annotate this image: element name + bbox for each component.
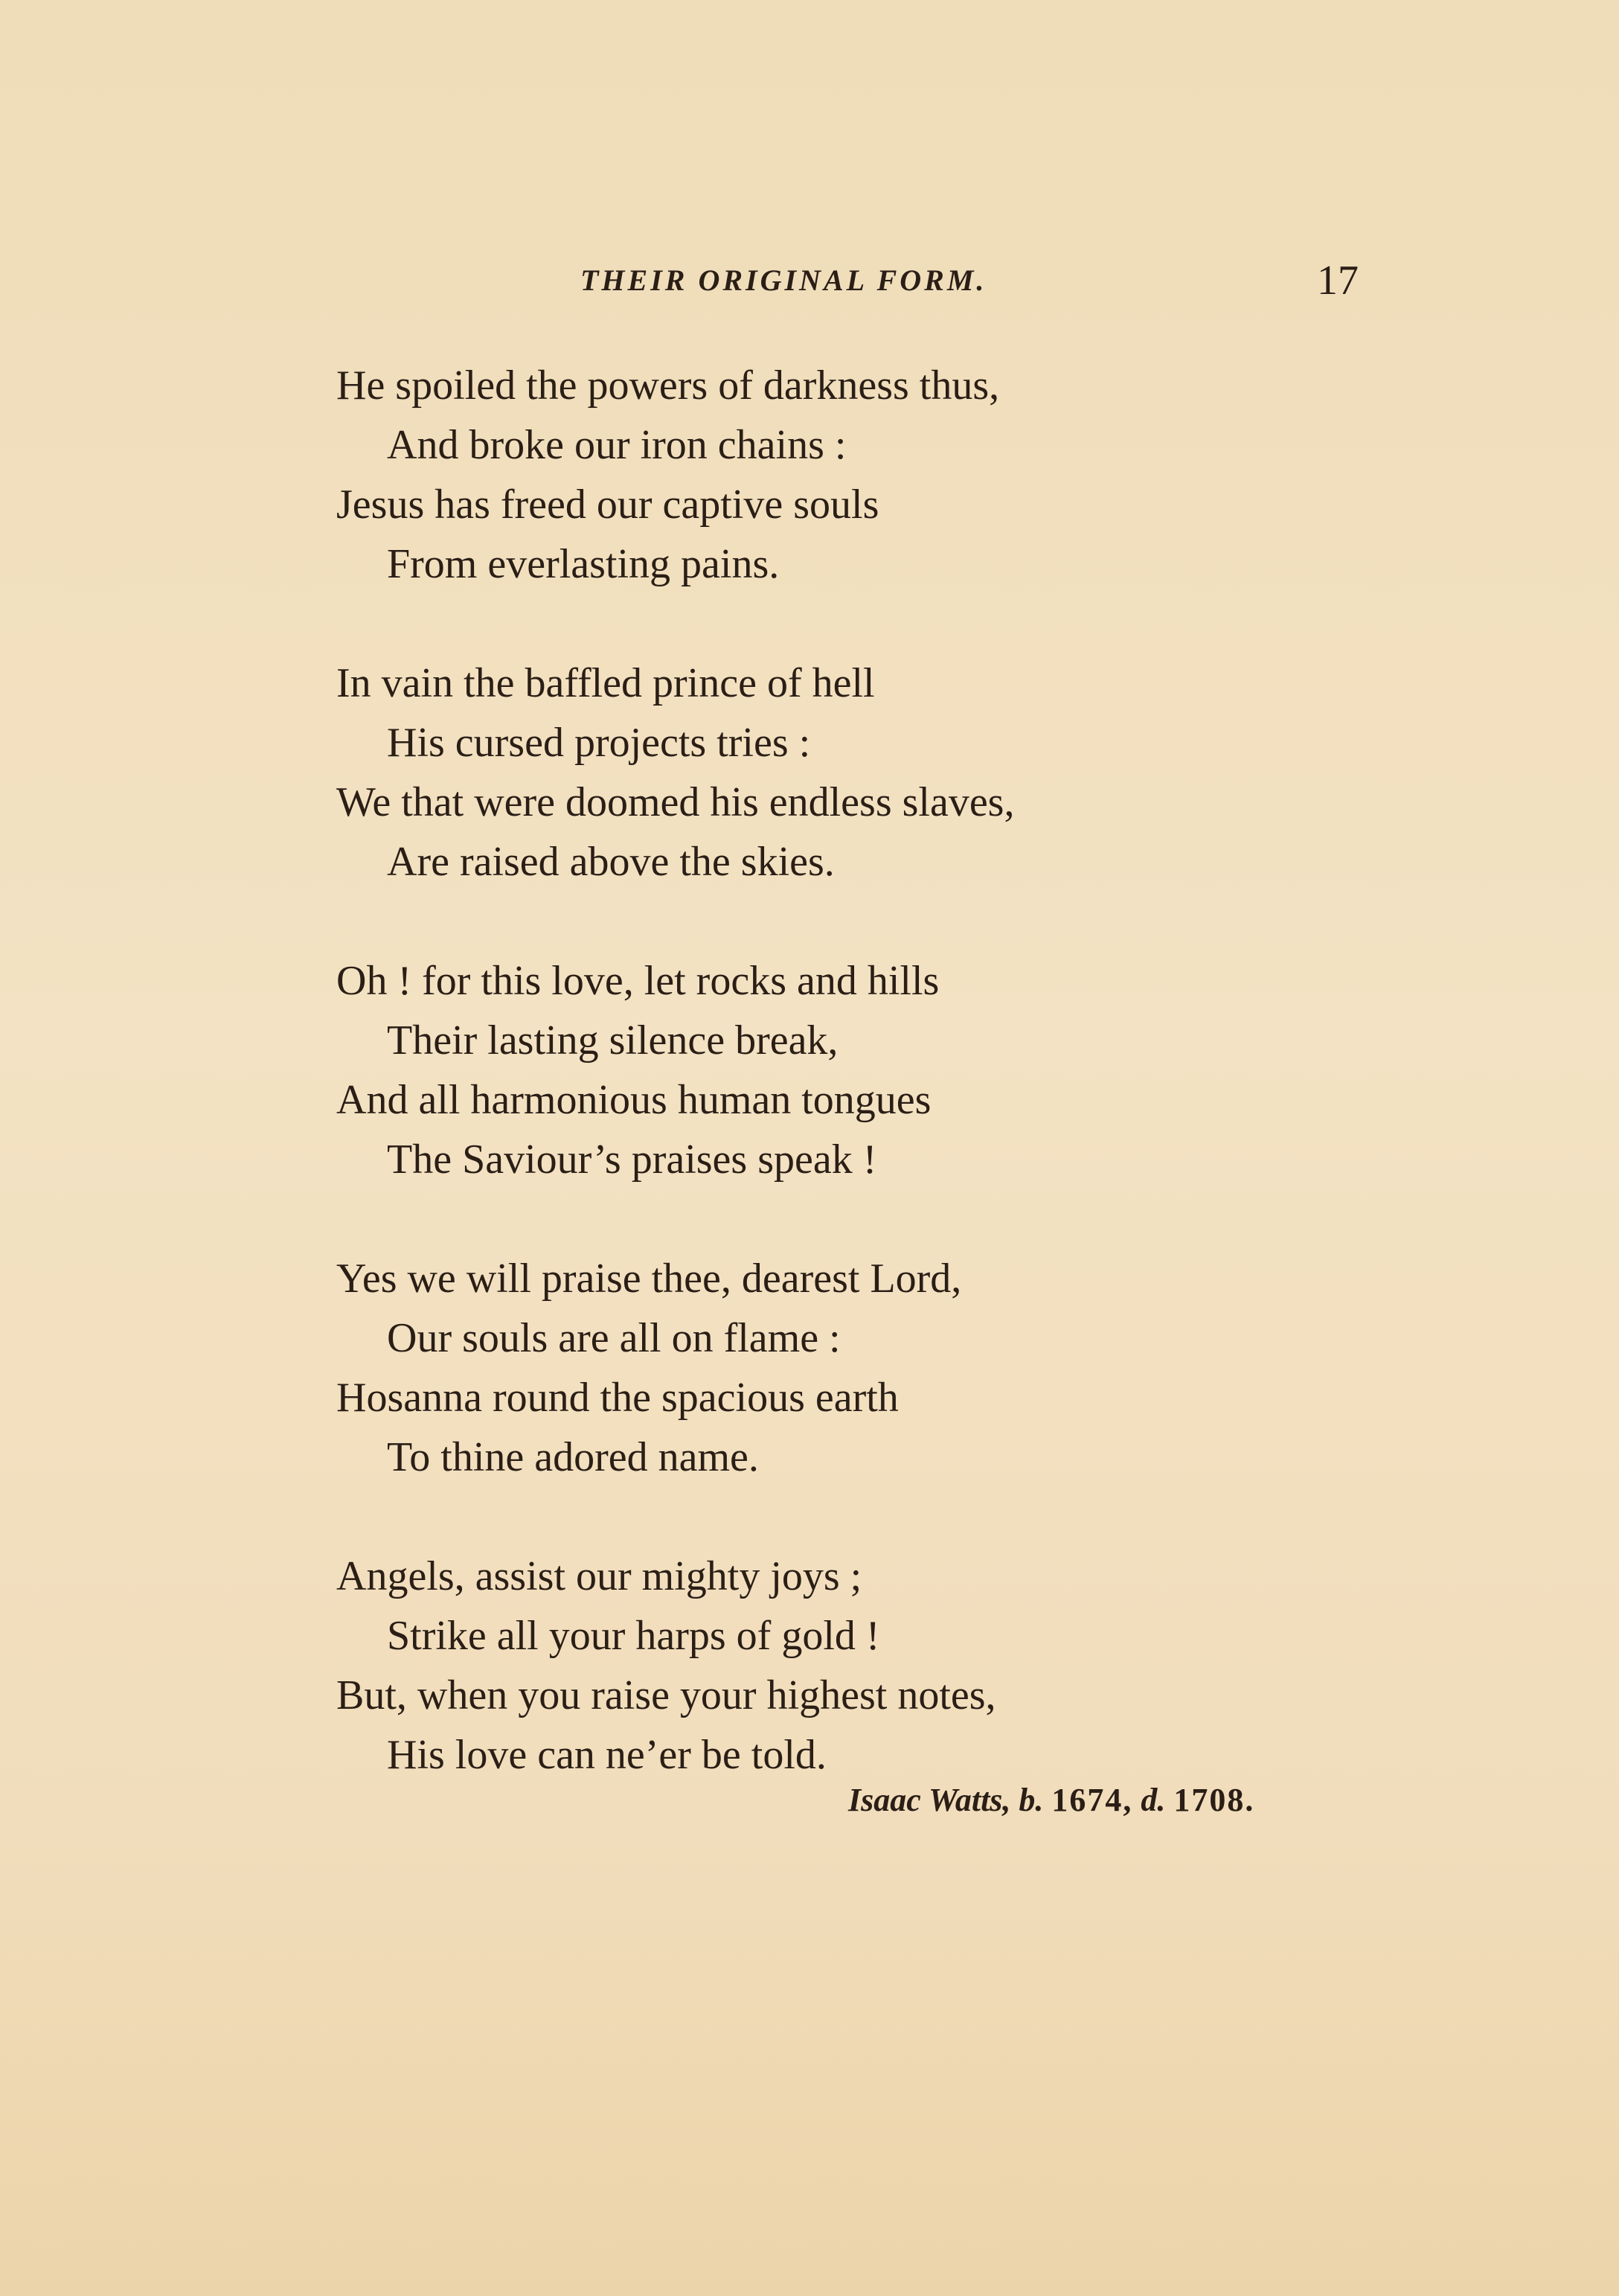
poem-line: Our souls are all on flame : xyxy=(387,1315,841,1361)
stanza-4 xyxy=(336,1249,1378,1487)
running-head xyxy=(0,257,1619,309)
poem-line: The Saviour’s praises speak ! xyxy=(387,1136,877,1183)
poem-line: And broke our iron chains : xyxy=(387,422,847,468)
poem-line: Oh ! for this love, let rocks and hills xyxy=(336,958,940,1004)
stanza-5 xyxy=(336,1547,1378,1785)
attribution xyxy=(848,1781,1254,1819)
poem-line: Hosanna round the spacious earth xyxy=(336,1375,899,1421)
poem-line: And all harmonious human tongues xyxy=(336,1077,932,1123)
poem-line: In vain the baffled prince of hell xyxy=(336,660,875,706)
page-number: 17 xyxy=(1317,258,1359,304)
running-title: THEIR ORIGINAL FORM. xyxy=(580,263,987,297)
died-label: d. xyxy=(1141,1782,1166,1818)
poem-line: Jesus has freed our captive souls xyxy=(336,482,879,528)
born-label: b. xyxy=(1019,1782,1044,1818)
author-name: Isaac Watts, xyxy=(848,1782,1011,1818)
poem-line: Yes we will praise thee, dearest Lord, xyxy=(336,1256,962,1302)
poem-line: He spoiled the powers of darkness thus, xyxy=(336,362,1000,409)
stanza-2 xyxy=(336,653,1378,892)
stanza-3 xyxy=(336,951,1378,1189)
died-year: 1708. xyxy=(1173,1782,1255,1818)
poem xyxy=(336,356,1378,1844)
poem-line: His love can ne’er be told. xyxy=(387,1732,827,1778)
poem-line: Their lasting silence break, xyxy=(387,1017,839,1064)
poem-line: But, when you raise your highest notes, xyxy=(336,1672,996,1718)
poem-line: Strike all your harps of gold ! xyxy=(387,1613,880,1659)
stanza-1 xyxy=(336,356,1378,594)
poem-line: His cursed projects tries : xyxy=(387,720,811,766)
poem-line: Angels, assist our mighty joys ; xyxy=(336,1553,862,1599)
poem-line: We that were doomed his endless slaves, xyxy=(336,779,1015,825)
poem-line: From everlasting pains. xyxy=(387,541,780,587)
born-year: 1674, xyxy=(1051,1782,1133,1818)
poem-line: Are raised above the skies. xyxy=(387,839,835,885)
poem-line: To thine adored name. xyxy=(387,1434,759,1480)
